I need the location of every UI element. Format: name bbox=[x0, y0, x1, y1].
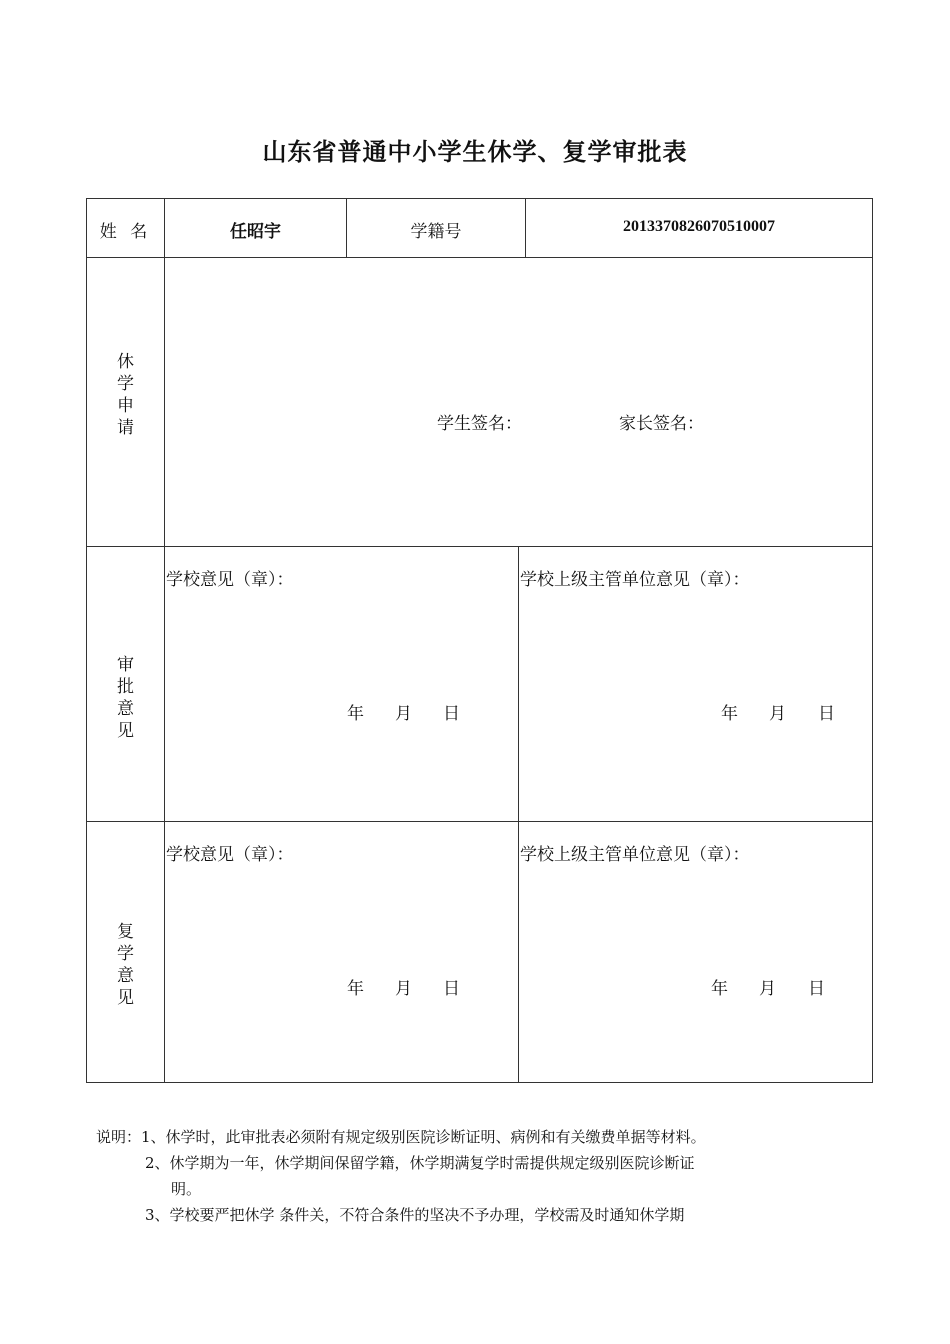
resume-superior-date-day: 日 bbox=[808, 979, 825, 999]
row-divider-2 bbox=[87, 546, 872, 547]
row-divider-3 bbox=[87, 821, 872, 822]
label-column-divider bbox=[164, 199, 165, 1082]
student-id-label: 学籍号 bbox=[410, 222, 462, 242]
resume-section-label: 复 学 意 见 bbox=[117, 922, 134, 1008]
approval-superior-date-day: 日 bbox=[818, 704, 835, 724]
student-signature-label: 学生签名： bbox=[437, 414, 522, 434]
resume-school-date-day: 日 bbox=[443, 979, 460, 999]
form-title: 山东省普通中小学生休学、复学审批表 bbox=[262, 138, 688, 166]
resume-superior-date-month: 月 bbox=[759, 979, 776, 999]
approval-school-date-day: 日 bbox=[443, 704, 460, 724]
notes-prefix: 说明： bbox=[96, 1128, 142, 1146]
resume-school-date-month: 月 bbox=[395, 979, 412, 999]
student-id-value: 2013370826070510007 bbox=[623, 218, 775, 235]
approval-superior-date-month: 月 bbox=[769, 704, 786, 724]
note-item-1: 说明：1、休学时，此审批表必须附有规定级别医院诊断证明、病例和有关缴费单据等材料。 bbox=[96, 1128, 706, 1146]
resume-school-date-year: 年 bbox=[347, 979, 364, 999]
approval-form-table bbox=[86, 198, 873, 1083]
parent-signature-label: 家长签名： bbox=[619, 414, 704, 434]
form-notes bbox=[96, 1124, 706, 1228]
name-label: 姓 名 bbox=[99, 222, 152, 242]
note-item-2-continued: 明。 bbox=[171, 1180, 202, 1198]
approval-section-label: 审 批 意 见 bbox=[117, 655, 134, 741]
opinion-column-divider bbox=[518, 546, 519, 1082]
approval-superior-opinion: 学校上级主管单位意见（章）： bbox=[520, 570, 750, 590]
resume-superior-opinion: 学校上级主管单位意见（章）： bbox=[520, 845, 750, 865]
name-value: 任昭宇 bbox=[230, 222, 281, 242]
resume-superior-date-year: 年 bbox=[711, 979, 728, 999]
note-item-3: 3、学校要严把休学 条件关，不符合条件的坚决不予办理，学校需及时通知休学期 bbox=[145, 1206, 685, 1224]
approval-superior-date-year: 年 bbox=[721, 704, 738, 724]
approval-school-date-year: 年 bbox=[347, 704, 364, 724]
note-item-2: 2、休学期为一年，休学期间保留学籍，休学期满复学时需提供规定级别医院诊断证 bbox=[145, 1154, 695, 1172]
row-divider-1 bbox=[87, 257, 872, 258]
apply-section-label: 休 学 申 请 bbox=[117, 352, 134, 438]
approval-school-date-month: 月 bbox=[395, 704, 412, 724]
approval-school-opinion: 学校意见（章）： bbox=[166, 570, 294, 590]
resume-school-opinion: 学校意见（章）： bbox=[166, 845, 294, 865]
